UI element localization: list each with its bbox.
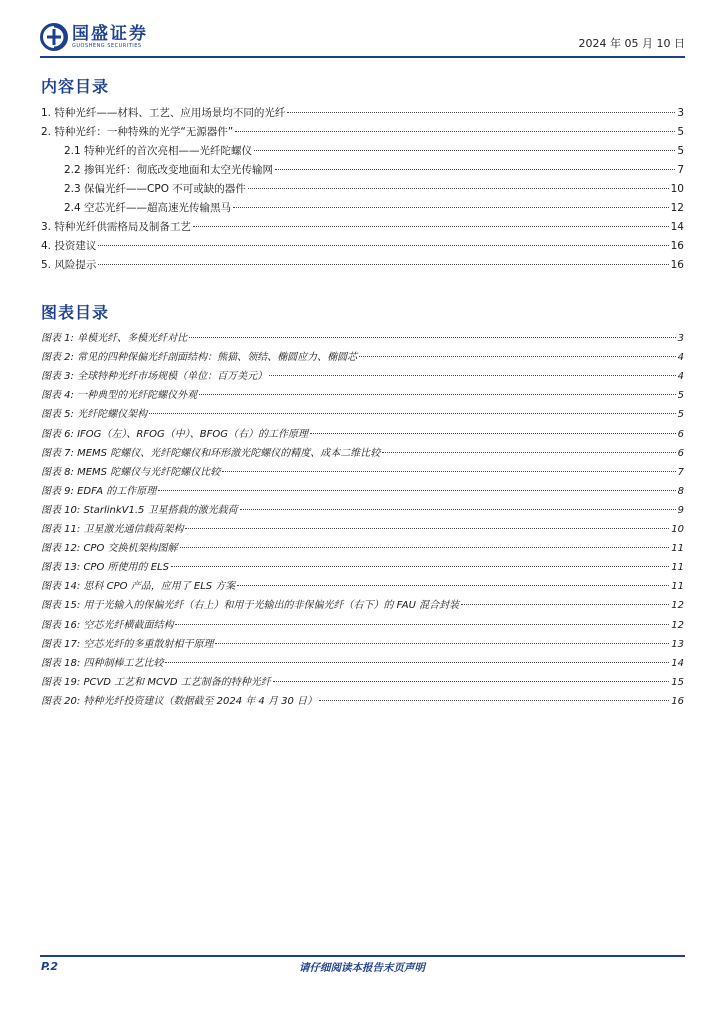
figure-item-label: 图表 19: PCVD 工艺和 MCVD 工艺制备的特种光纤 <box>41 676 271 688</box>
figure-item-label: 图表 20: 特种光纤投资建议（数据截至 2024 年 4 月 30 日） <box>41 695 318 707</box>
toc-item-page: 7 <box>677 164 684 176</box>
figure-item-label: 图表 5: 光纤陀螺仪架构 <box>41 409 148 421</box>
toc-item-label: 2.3 保偏光纤——CPO 不可或缺的器件 <box>64 183 246 195</box>
brand-logo <box>40 22 148 52</box>
figure-leader-dots <box>240 509 676 510</box>
toc-leader-dots <box>98 245 668 246</box>
figure-leader-dots <box>165 662 669 663</box>
figure-leader-dots <box>175 624 669 625</box>
toc-item-label: 2. 特种光纤：一种特殊的光学“无源器件” <box>41 126 234 138</box>
figure-item-page: 6 <box>677 447 684 459</box>
figure-item-page: 11 <box>671 543 684 555</box>
toc-leader-dots <box>193 226 669 227</box>
toc-item[interactable] <box>64 201 684 215</box>
figure-item-label: 图表 9: EDFA 的工作原理 <box>41 485 157 497</box>
figure-leader-dots <box>189 337 676 338</box>
toc-item-page: 5 <box>677 126 684 138</box>
toc-item[interactable] <box>64 163 684 177</box>
toc-leader-dots <box>235 131 675 132</box>
figure-item[interactable] <box>41 389 684 403</box>
figure-leader-dots <box>222 471 675 472</box>
toc-item-label: 2.1 特种光纤的首次亮相——光纤陀螺仪 <box>64 145 253 157</box>
figure-leader-dots <box>319 700 669 701</box>
figure-item-page: 6 <box>677 428 684 440</box>
figure-item[interactable] <box>41 580 684 594</box>
figure-item-label: 图表 17: 空芯光纤的多重散射相干原理 <box>41 638 214 650</box>
figure-item[interactable] <box>41 561 684 575</box>
figure-item-label: 图表 16: 空芯光纤横截面结构 <box>41 619 174 631</box>
toc-item-page: 10 <box>670 183 684 195</box>
figure-item[interactable] <box>41 408 684 422</box>
page-number: P.2 <box>41 960 59 973</box>
toc-item[interactable] <box>64 144 684 158</box>
figure-item-page: 5 <box>677 390 684 402</box>
figure-item-page: 7 <box>677 466 684 478</box>
figure-item-page: 15 <box>671 676 684 688</box>
figure-item-page: 4 <box>677 371 684 383</box>
brand-name-en: GUOSHENG SECURITIES <box>72 42 142 49</box>
figure-item-page: 13 <box>671 638 684 650</box>
toc-leader-dots <box>287 112 675 113</box>
figure-item-page: 14 <box>671 657 684 669</box>
toc-item[interactable] <box>41 220 684 234</box>
toc-item-label: 4. 投资建议 <box>41 240 97 252</box>
toc-item[interactable] <box>41 239 684 253</box>
figure-item[interactable] <box>41 370 684 384</box>
toc-item-page: 3 <box>677 107 684 119</box>
figure-item[interactable] <box>41 428 684 442</box>
brand-logo-icon <box>40 23 68 51</box>
toc-leader-dots <box>275 169 675 170</box>
figure-leader-dots <box>382 452 675 453</box>
figure-item[interactable] <box>41 351 684 365</box>
toc-item-page: 12 <box>670 202 684 214</box>
brand-name: 国盛证券 <box>72 23 148 44</box>
figure-leader-dots <box>171 566 669 567</box>
figure-item-page: 12 <box>671 600 684 612</box>
toc-item-page: 16 <box>670 240 684 252</box>
figure-leader-dots <box>199 394 676 395</box>
toc-item-page: 16 <box>670 259 684 271</box>
figure-item-label: 图表 15: 用于光输入的保偏光纤（右上）和用于光输出的非保偏光纤（右下）的 FAU 混合封装 <box>41 600 460 612</box>
figure-item-page: 16 <box>671 695 684 707</box>
toc-item[interactable] <box>41 106 684 120</box>
figure-item-page: 11 <box>671 562 684 574</box>
figure-leader-dots <box>180 547 670 548</box>
footer-disclaimer: 请仔细阅读本报告末页声明 <box>299 962 425 974</box>
toc-item-label: 1. 特种光纤——材料、工艺、应用场景均不同的光纤 <box>41 107 286 119</box>
toc-item-page: 5 <box>677 145 684 157</box>
figure-item-page: 3 <box>677 333 684 344</box>
figure-item[interactable] <box>41 447 684 461</box>
figure-item[interactable] <box>41 695 684 709</box>
toc-leader-dots <box>98 264 668 265</box>
toc-item[interactable] <box>64 182 684 196</box>
figure-leader-dots <box>237 585 669 586</box>
figure-item-label: 图表 13: CPO 所使用的 ELS <box>41 562 169 574</box>
figure-item-label: 图表 2: 常见的四种保偏光纤剖面结构：熊猫、领结、椭圆应力、椭圆芯 <box>41 352 358 364</box>
toc-item[interactable] <box>41 125 684 139</box>
header-divider <box>40 56 685 58</box>
figure-leader-dots <box>158 490 675 491</box>
figure-item-page: 8 <box>677 485 684 497</box>
figure-leader-dots <box>273 681 670 682</box>
figure-leader-dots <box>149 413 676 414</box>
footer-divider <box>40 955 685 957</box>
figure-item-page: 11 <box>671 581 684 593</box>
toc-item[interactable] <box>41 258 684 272</box>
page-header <box>40 20 685 56</box>
figures-title: 图表目录 <box>41 303 110 322</box>
figure-item-page: 12 <box>671 619 684 631</box>
toc-item-label: 5. 风险提示 <box>41 259 97 271</box>
toc-leader-dots <box>248 188 669 189</box>
figure-item[interactable] <box>41 332 684 346</box>
figure-item[interactable] <box>41 542 684 556</box>
figure-item-label: 图表 18: 四种制棒工艺比较 <box>41 657 164 669</box>
toc-leader-dots <box>254 150 675 151</box>
figure-item[interactable] <box>41 676 684 690</box>
figure-item-label: 图表 6: IFOG（左）、RFOG（中）、BFOG（右）的工作原理 <box>41 428 308 440</box>
toc-item-label: 3. 特种光纤供需格局及制备工艺 <box>41 221 191 233</box>
figure-leader-dots <box>215 643 669 644</box>
figure-item[interactable] <box>41 599 684 613</box>
figure-item-page: 10 <box>671 524 684 535</box>
figure-leader-dots <box>359 356 676 357</box>
figure-item[interactable] <box>41 466 684 480</box>
figure-item-page: 9 <box>677 504 684 516</box>
figure-item[interactable] <box>41 485 684 499</box>
figure-item[interactable] <box>41 523 684 537</box>
figure-item[interactable] <box>41 619 684 633</box>
figure-item-label: 图表 12: CPO 交换机架构图解 <box>41 543 178 555</box>
figure-item-label: 图表 1: 单模光纤、多模光纤对比 <box>41 333 188 344</box>
figure-item-page: 4 <box>677 352 684 364</box>
figure-item[interactable] <box>41 504 684 518</box>
figure-item-label: 图表 14: 思科 CPO 产品，应用了 ELS 方案 <box>41 581 236 593</box>
figure-item-label: 图表 10: StarlinkV1.5 卫星搭载的激光载荷 <box>41 504 238 516</box>
figure-leader-dots <box>269 375 676 376</box>
figure-item[interactable] <box>41 657 684 671</box>
figure-item-label: 图表 8: MEMS 陀螺仪与光纤陀螺仪比较 <box>41 466 221 478</box>
toc-item-label: 2.2 掺铒光纤：彻底改变地面和太空光传输网 <box>64 164 274 176</box>
figure-leader-dots <box>185 528 669 529</box>
figure-item-label: 图表 11: 卫星激光通信载荷架构 <box>41 524 184 535</box>
figure-leader-dots <box>310 433 676 434</box>
toc-title: 内容目录 <box>41 77 110 96</box>
toc-leader-dots <box>233 207 669 208</box>
figure-item[interactable] <box>41 638 684 652</box>
figure-leader-dots <box>461 604 669 605</box>
figure-item-label: 图表 4: 一种典型的光纤陀螺仪外观 <box>41 390 198 402</box>
figure-item-page: 5 <box>677 409 684 421</box>
figure-item-label: 图表 3: 全球特种光纤市场规模（单位：百万美元） <box>41 371 268 383</box>
report-date: 2024 年 05 月 10 日 <box>578 37 685 50</box>
figure-item-label: 图表 7: MEMS 陀螺仪、光纤陀螺仪和环形激光陀螺仪的精度、成本二维比较 <box>41 447 381 459</box>
toc-item-label: 2.4 空芯光纤——超高速光传输黑马 <box>64 202 232 214</box>
toc-item-page: 14 <box>670 221 684 233</box>
